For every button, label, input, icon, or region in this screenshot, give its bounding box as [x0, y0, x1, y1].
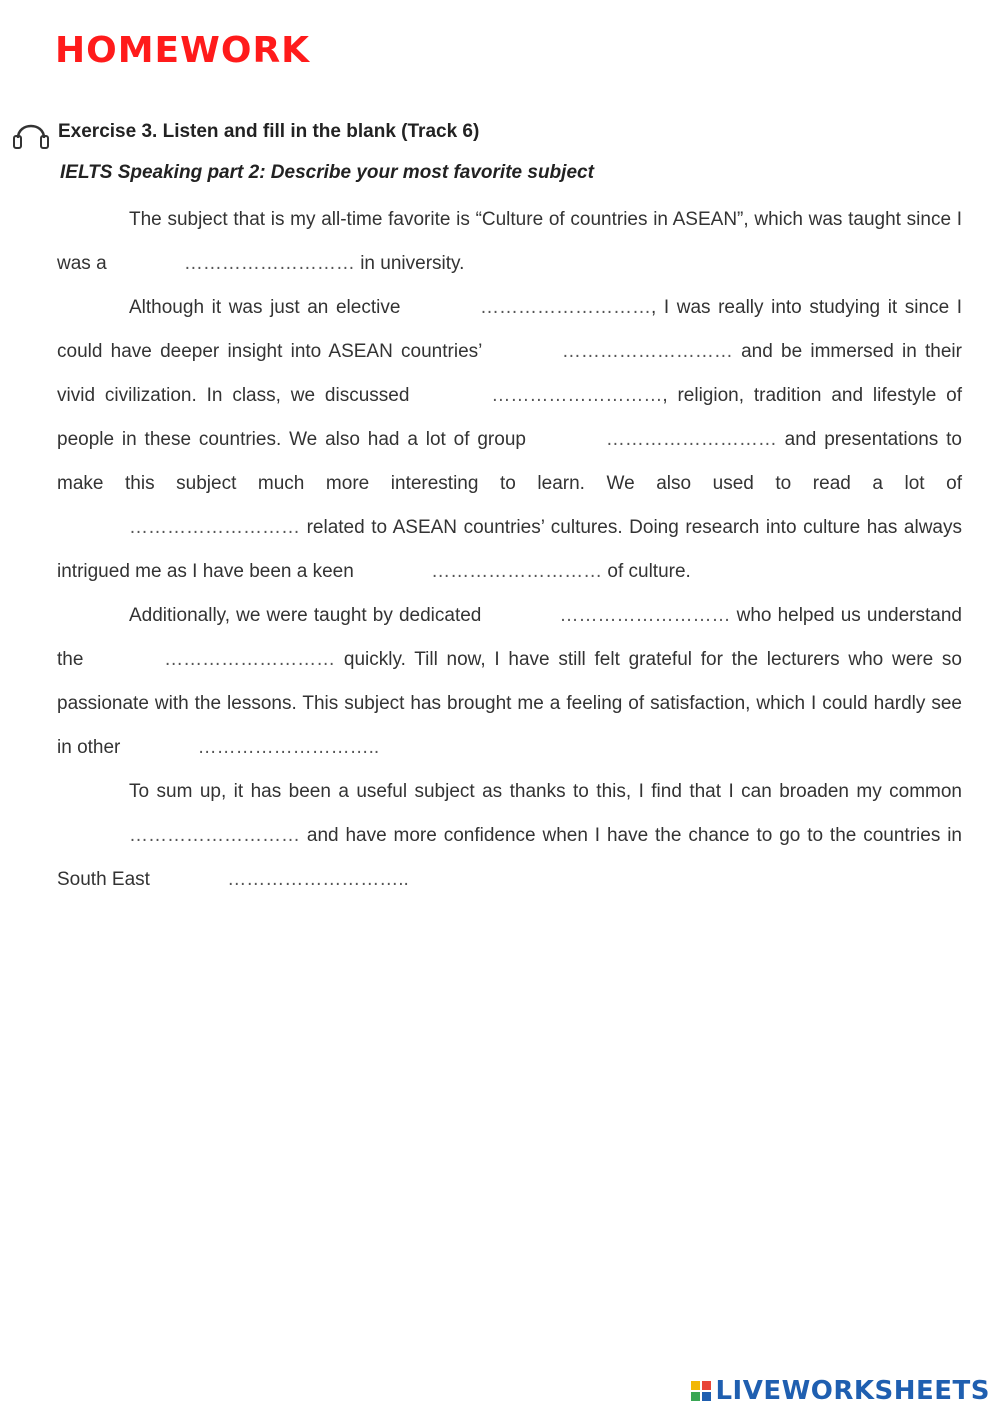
text-segment: who helped us understand the: [57, 605, 962, 670]
text-segment: Although it was just an elective: [129, 297, 408, 318]
blank-field[interactable]: ………………………: [129, 517, 300, 538]
blank-field[interactable]: ………………………: [561, 341, 733, 362]
blank-field[interactable]: ………………………: [129, 825, 300, 846]
text-segment: and presentations to make this subject much more interesting to learn. We also used to read a lot of: [57, 429, 962, 494]
blank-field[interactable]: ………………………: [431, 561, 603, 582]
exercise-title: Exercise 3. Listen and fill in the blank (Track 6): [58, 121, 480, 142]
text-segment: The subject that is my all-time favorite is “Culture of countries in ASEAN”, which was taught since I was a: [57, 209, 962, 274]
text-segment: and be immersed in their vivid civilization. In class, we discussed: [57, 341, 962, 406]
paragraph-1: [57, 198, 962, 286]
liveworksheets-logo-icon: [690, 1380, 712, 1402]
blank-field[interactable]: ………………………: [605, 429, 777, 450]
logo-text: LIVEWORKSHEETS: [715, 1376, 990, 1406]
text-segment: of culture.: [602, 561, 691, 582]
blank-field[interactable]: ………………………..: [227, 869, 409, 890]
text-segment: in university.: [354, 253, 465, 274]
page-title: HOMEWORK: [55, 30, 311, 71]
blank-field[interactable]: ………………………: [183, 253, 355, 274]
text-segment: related to ASEAN countries’ cultures. Doing research into culture has always intrigued me as I have been a keen: [57, 517, 962, 582]
headphones-icon: [10, 112, 52, 152]
passage: [57, 198, 962, 902]
text-segment: quickly. Till now, I have still felt grateful for the lecturers who were so passionate with the lessons. This subject has brought me a feeling of satisfaction, which I could hardly see in other: [57, 649, 962, 758]
paragraph-3: [57, 594, 962, 770]
text-segment: To sum up, it has been a useful subject as thanks to this, I find that I can broaden my common: [129, 781, 962, 802]
text-segment: , I was really into studying it since I could have deeper insight into ASEAN countries’: [57, 297, 963, 362]
exercise-subtitle: IELTS Speaking part 2: Describe your most favorite subject: [60, 162, 594, 183]
text-segment: , religion, tradition and lifestyle of people in these countries. We also had a lot of group: [57, 385, 962, 450]
text-segment: and have more confidence when I have the chance to go to the countries in South East: [57, 825, 962, 890]
blank-field[interactable]: ………………………: [164, 649, 336, 670]
blank-field[interactable]: ………………………..: [197, 737, 380, 758]
blank-field[interactable]: ………………………: [559, 605, 731, 626]
liveworksheets-logo: [690, 1376, 990, 1406]
text-segment: Additionally, we were taught by dedicated: [129, 605, 488, 626]
blank-field[interactable]: ………………………: [479, 297, 651, 318]
paragraph-2: [57, 286, 962, 594]
paragraph-4: [57, 770, 962, 902]
exercise-header: [10, 112, 479, 152]
blank-field[interactable]: ………………………: [491, 385, 663, 406]
